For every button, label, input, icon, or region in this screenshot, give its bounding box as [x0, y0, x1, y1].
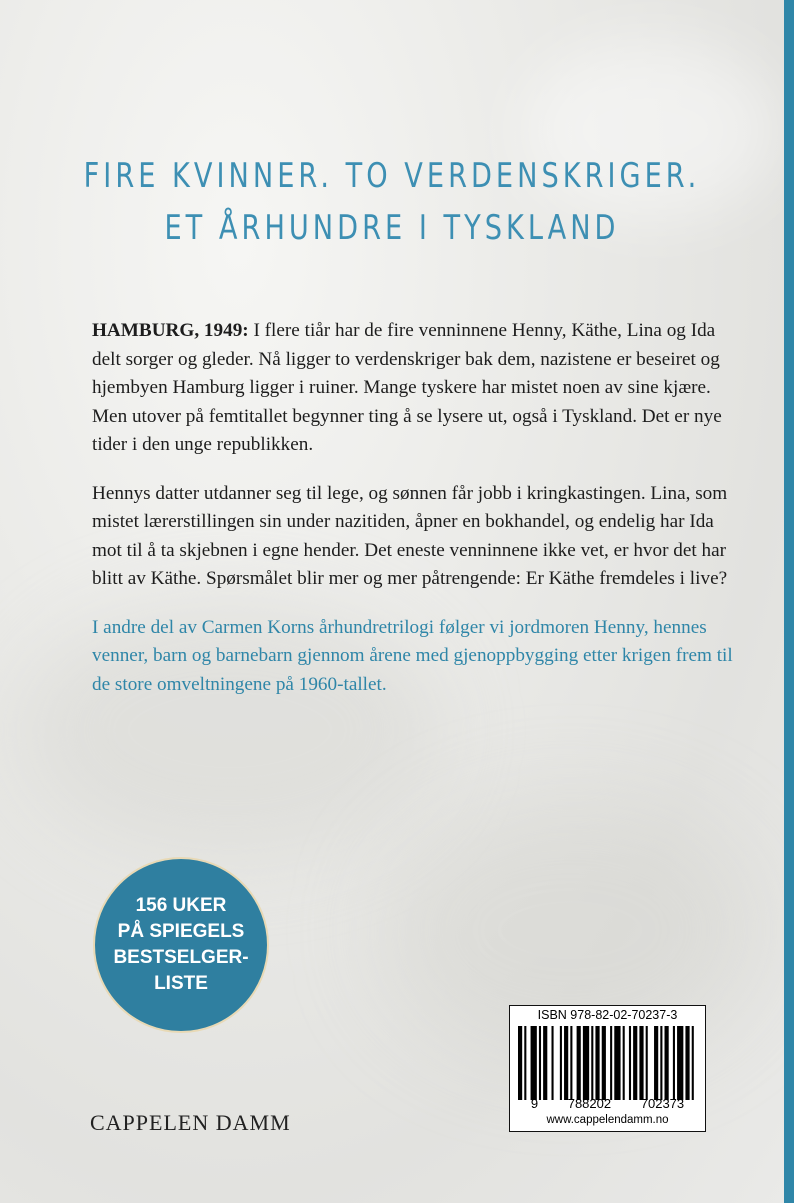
badge-line-3: BESTSELGER- [113, 947, 249, 968]
headline-line-2: ET ÅRHUNDRE I TYSKLAND [164, 208, 620, 248]
barcode-digit-group: 9 [530, 1096, 539, 1111]
barcode-digit-group: 788202 [567, 1096, 612, 1111]
blurb-paragraph-2: Hennys datter utdanner seg til lege, og sønnen får jobb i kringkastingen. Lina, som mistet lærerstillingen sin under nazitiden, åpner en bokhandel, og endelig har Ida mot til å ta skjebnen i egne hender. Det eneste venninnene ikke vet, er hvor det har blitt av Käthe. Spørsmålet blir mer og mer påtrengende: Er Käthe fremdeles i live? [92, 482, 728, 589]
barcode-bars [518, 1026, 698, 1100]
publisher-website: www.cappelendamm.no [546, 1114, 669, 1126]
barcode-digit-group: 702373 [640, 1096, 685, 1111]
barcode-digits [510, 1096, 705, 1111]
bestseller-badge [93, 857, 269, 1033]
blurb [92, 317, 742, 719]
headline-line-1: FIRE KVINNER. TO VERDENSKRIGER. [83, 156, 701, 196]
blurb-paragraph-1-text: I flere tiår har de fire venninnene Henny, Käthe, Lina og Ida delt sorger og gleder. Nå ligger to verdenskriger bak dem, nazistene er beseiret og hjembyen Hamburg ligger i ruiner. Mange tyskere har mistet noen av sine kjære. Men utover på femtitallet begynner ting å se lysere ut, også i Tyskland. Det er nye tider i den unge republikken. [92, 320, 722, 455]
badge-line-1: 156 UKER [135, 895, 227, 916]
blurb-lead: HAMBURG, 1949: [92, 320, 249, 341]
barcode-box [509, 1005, 706, 1132]
badge-line-4: LISTE [154, 973, 208, 994]
isbn-label: ISBN 978-82-02-70237-3 [537, 1008, 678, 1022]
badge-line-2: PÅ SPIEGELS [117, 921, 245, 942]
blurb-paragraph-1 [92, 317, 742, 460]
spine-edge-bar [784, 0, 794, 1203]
headline [78, 150, 705, 254]
publisher-logo: CAPPELEN DAMM [90, 1110, 291, 1135]
blurb-paragraph-3: I andre del av Carmen Korns århundretrilogi følger vi jordmoren Henny, hennes venner, barn og barnebarn gjennom årene med gjenoppbygging etter krigen frem til de store omveltningene på 1960-tallet. [92, 616, 733, 695]
